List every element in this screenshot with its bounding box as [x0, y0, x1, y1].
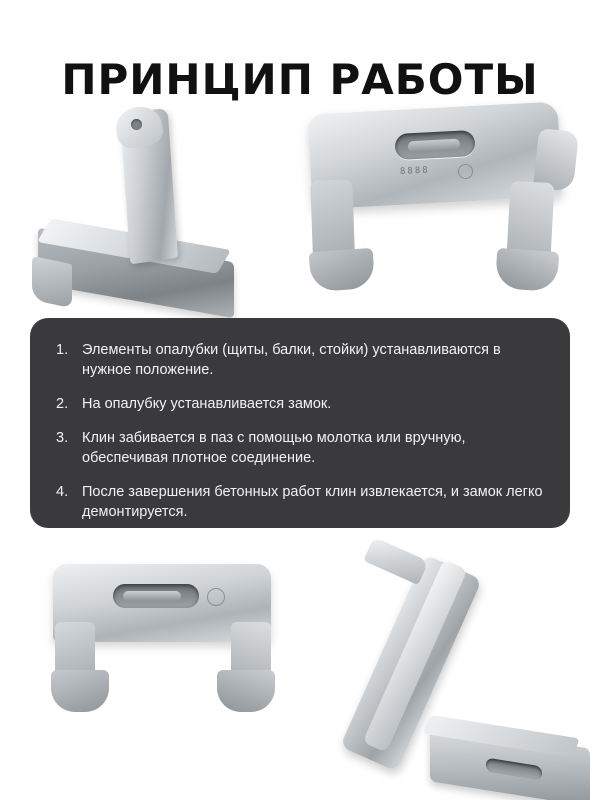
steps-card	[30, 318, 570, 528]
lock-jaw-shape	[32, 256, 72, 309]
lock-right-hook-shape	[217, 670, 275, 712]
step-number: 2.	[56, 396, 69, 412]
lock-slot-inner-shape	[123, 591, 181, 601]
wedge-closeup-photo	[330, 540, 590, 800]
page-title: ПРИНЦИП РАБОТЫ	[61, 55, 539, 105]
step-text: Клин забивается в паз с помощью молотка или вручную, обеспечивая плотное соединение.	[82, 430, 466, 466]
step-text: На опалубку устанавливается замок.	[82, 396, 332, 412]
list-item	[56, 340, 544, 380]
wedge-hole-shape	[131, 119, 142, 130]
lock-left-hook-shape	[309, 248, 376, 292]
steps-list	[56, 340, 544, 522]
bottom-photo-row	[0, 540, 600, 800]
step-text: Элементы опалубки (щиты, балки, стойки) устанавливаются в нужное положение.	[82, 342, 501, 378]
list-item	[56, 482, 544, 522]
lock-front-photo	[35, 552, 295, 782]
wedge-inserted-photo	[30, 105, 260, 320]
step-text: После завершения бетонных работ клин извлекается, и замок легко демонтируется.	[82, 484, 543, 520]
lock-stamp-circle	[207, 588, 225, 606]
lock-right-hook-shape	[495, 248, 560, 292]
step-number: 1.	[56, 342, 69, 358]
wedge-tip-shape	[363, 540, 428, 585]
list-item	[56, 394, 544, 414]
lock-left-hook-shape	[51, 670, 109, 712]
step-number: 3.	[56, 430, 69, 446]
list-item	[56, 428, 544, 468]
step-number: 4.	[56, 484, 69, 500]
lock-marking-text: 8888	[399, 165, 430, 177]
top-photo-row	[0, 95, 600, 320]
lock-angled-photo	[290, 100, 580, 315]
